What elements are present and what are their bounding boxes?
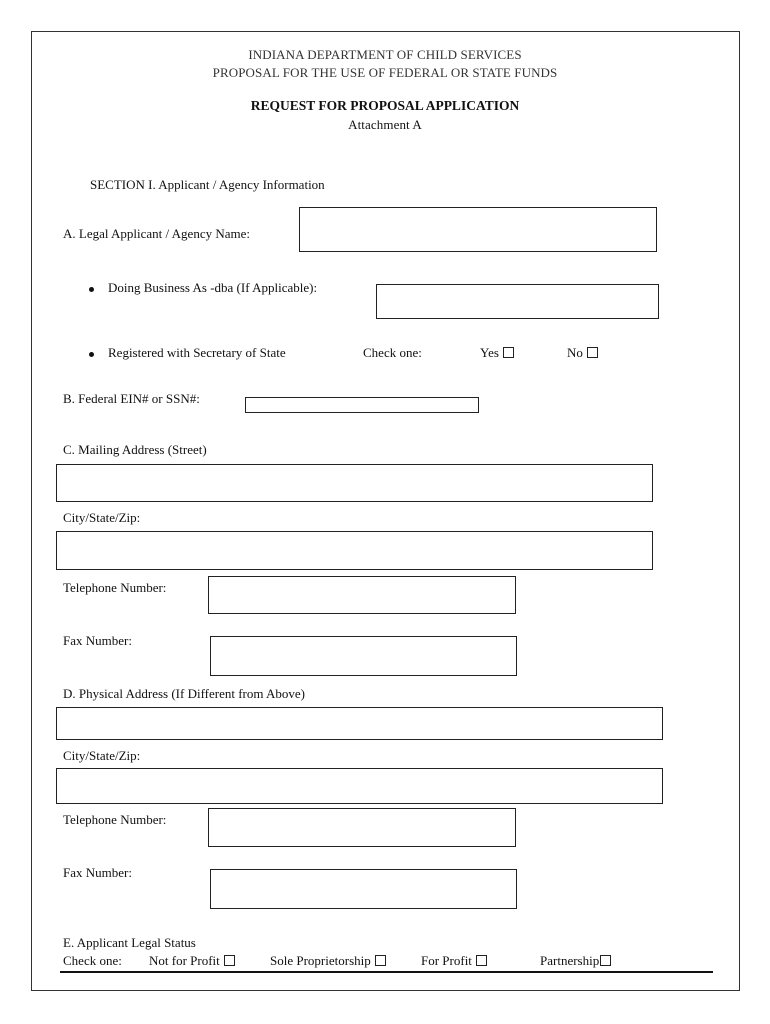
physical-city-label: City/State/Zip: <box>63 748 141 763</box>
yes-checkbox[interactable] <box>503 347 514 358</box>
legal-name-input[interactable] <box>299 207 657 252</box>
mailing-phone-input[interactable] <box>208 576 516 614</box>
status-label: Partnership <box>540 953 600 968</box>
status-label: For Profit <box>421 953 472 968</box>
status-for-profit[interactable] <box>421 953 487 969</box>
physical-phone-label: Telephone Number: <box>63 812 167 827</box>
registered-no[interactable] <box>567 345 598 361</box>
registered-label: Registered with Secretary of State <box>108 345 286 360</box>
status-label: Not for Profit <box>149 953 220 968</box>
ein-input[interactable] <box>245 397 479 413</box>
status-partnership[interactable] <box>540 953 611 969</box>
legal-status-heading: E. Applicant Legal Status <box>63 935 196 950</box>
header-department: INDIANA DEPARTMENT OF CHILD SERVICES <box>248 47 522 62</box>
mailing-fax-input[interactable] <box>210 636 517 676</box>
sole-proprietorship-checkbox[interactable] <box>375 955 386 966</box>
form-title: REQUEST FOR PROPOSAL APPLICATION <box>250 98 520 113</box>
physical-address-label: D. Physical Address (If Different from Above) <box>63 686 306 701</box>
status-sole-proprietorship[interactable] <box>270 953 386 969</box>
status-not-for-profit[interactable] <box>149 953 235 969</box>
for-profit-checkbox[interactable] <box>476 955 487 966</box>
legal-status-check-one: Check one: <box>63 953 122 968</box>
no-checkbox[interactable] <box>587 347 598 358</box>
dba-label: Doing Business As -dba (If Applicable): <box>108 280 318 295</box>
partnership-checkbox[interactable] <box>600 955 611 966</box>
ein-label: B. Federal EIN# or SSN#: <box>63 391 200 406</box>
header-proposal: PROPOSAL FOR THE USE OF FEDERAL OR STATE FUNDS <box>212 65 558 80</box>
mailing-city-label: City/State/Zip: <box>63 510 141 525</box>
yes-label: Yes <box>480 345 499 360</box>
bottom-rule <box>60 971 713 973</box>
physical-phone-input[interactable] <box>208 808 516 847</box>
physical-address-input[interactable] <box>56 707 663 740</box>
registered-check-one: Check one: <box>363 345 422 360</box>
mailing-city-input[interactable] <box>56 531 653 570</box>
physical-fax-input[interactable] <box>210 869 517 909</box>
not-for-profit-checkbox[interactable] <box>224 955 235 966</box>
mailing-address-input[interactable] <box>56 464 653 502</box>
legal-name-label: A. Legal Applicant / Agency Name: <box>63 226 251 241</box>
dba-input[interactable] <box>376 284 659 319</box>
registered-yes[interactable] <box>480 345 514 361</box>
mailing-address-label: C. Mailing Address (Street) <box>63 442 207 457</box>
form-subtitle: Attachment A <box>348 117 422 132</box>
mailing-fax-label: Fax Number: <box>63 633 132 648</box>
mailing-phone-label: Telephone Number: <box>63 580 167 595</box>
bullet-icon <box>89 287 94 292</box>
status-label: Sole Proprietorship <box>270 953 371 968</box>
section-heading: SECTION I. Applicant / Agency Information <box>90 177 325 192</box>
physical-fax-label: Fax Number: <box>63 865 132 880</box>
bullet-icon <box>89 352 94 357</box>
physical-city-input[interactable] <box>56 768 663 804</box>
no-label: No <box>567 345 583 360</box>
